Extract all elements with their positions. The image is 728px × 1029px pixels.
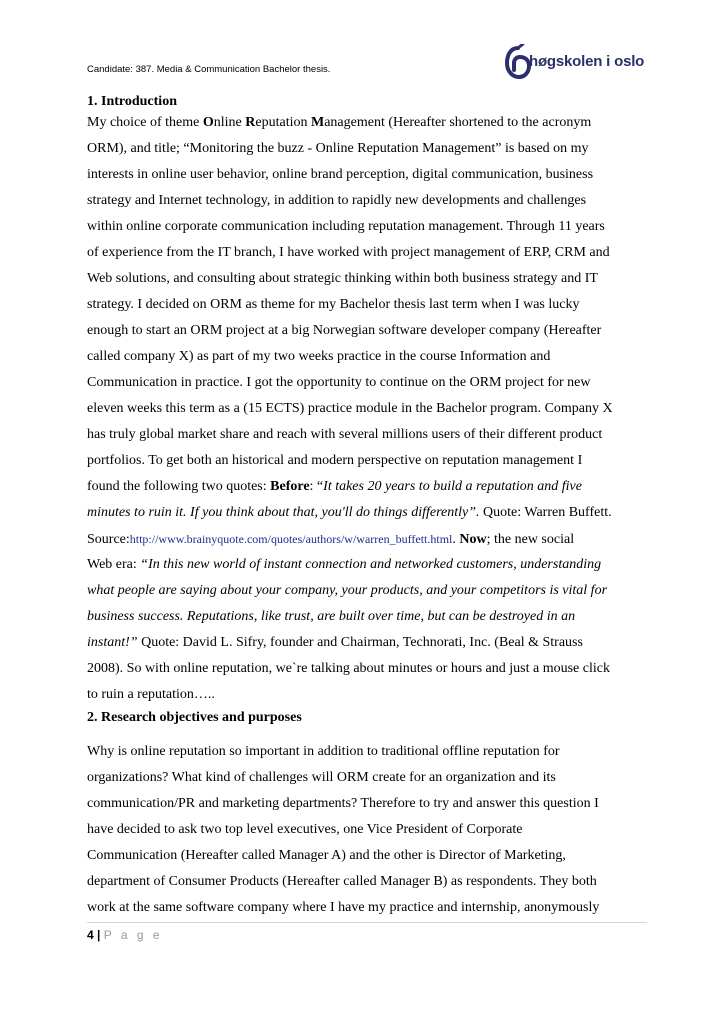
paragraph-line: Web era: “In this new world of instant connection and networked customers, understanding [87,557,602,572]
logo-mark-icon [505,44,531,80]
source-link[interactable]: http://www.brainyquote.com/quotes/authors/w/warren_buffett.html [129,532,453,546]
paragraph-line: has truly global market share and reach with several millions users of their different product [87,427,603,442]
page-number: 4 [87,928,94,942]
paragraph-line: minutes to ruin it. If you think about that, you'll do things differently”. Quote: Warren Buffett. [87,505,612,520]
paragraph-line: have decided to ask two top level executives, one Vice President of Corporate [87,822,523,837]
logo-text: høgskolen i oslo [529,53,645,70]
paragraph-line: eleven weeks this term as a (15 ECTS) practice module in the Bachelor program. Company X [87,401,613,416]
paragraph-line: portfolios. To get both an historical and modern perspective on reputation management I [87,453,583,468]
paragraph-line: of experience from the IT branch, I have worked with project management of ERP, CRM and [87,245,610,260]
paragraph-line: strategy and Internet technology, in addition to rapidly new developments and challenges [87,193,587,208]
section-heading-introduction: 1. Introduction [87,94,177,109]
section-heading-research-objectives: 2. Research objectives and purposes [87,710,302,725]
paragraph-line: to ruin a reputation….. [87,687,215,702]
paragraph-line: Communication in practice. I got the opportunity to continue on the ORM project for new [87,375,591,390]
paragraph-line: what people are saying about your company, your products, and your competitors is vital for [87,583,608,598]
paragraph-line: business success. Reputations, like trust, are built over time, but can be destroyed in an [87,609,576,624]
page-footer: 4 | P a g e [87,928,163,942]
footer-divider [87,922,647,923]
paragraph-line: found the following two quotes: Before: “It takes 20 years to build a reputation and five [87,479,582,494]
paragraph-line: My choice of theme Online Reputation Management (Hereafter shortened to the acronym [87,115,592,130]
paragraph-line: enough to start an ORM project at a big Norwegian software developer company (Hereafter [87,323,602,338]
paragraph-line: Communication (Hereafter called Manager A) and the other is Director of Marketing, [87,848,566,863]
paragraph-line: department of Consumer Products (Hereafter called Manager B) as respondents. They both [87,874,597,889]
paragraph-line: 2008). So with online reputation, we`re talking about minutes or hours and just a mouse click [87,661,610,676]
university-logo [505,42,655,82]
paragraph-line: called company X) as part of my two weeks practice in the course Information and [87,349,551,364]
paragraph-line: work at the same software company where I have my practice and internship, anonymously [87,900,600,915]
paragraph-line: Web solutions, and consulting about strategic thinking within both business strategy and IT [87,271,598,286]
paragraph-line: within online corporate communication including reputation management. Through 11 years [87,219,605,234]
paragraph-line: strategy. I decided on ORM as theme for my Bachelor thesis last term when I was lucky [87,297,580,312]
paragraph-line: communication/PR and marketing departments? Therefore to try and answer this question I [87,796,599,811]
paragraph-line: instant!” Quote: David L. Sifry, founder and Chairman, Technorati, Inc. (Beal & Strauss [87,635,583,650]
page-label: P a g e [103,928,163,942]
paragraph-line: Source:http://www.brainyquote.com/quotes/authors/w/warren_buffett.html. Now; the new social [87,532,575,547]
paragraph-line: Why is online reputation so important in addition to traditional offline reputation for [87,744,560,759]
running-header: Candidate: 387. Media & Communication Bachelor thesis. [87,64,331,75]
paragraph-line: organizations? What kind of challenges will ORM create for an organization and its [87,770,556,785]
paragraph-line: interests in online user behavior, online brand perception, digital communication, business [87,167,594,182]
paragraph-line: ORM), and title; “Monitoring the buzz - Online Reputation Management” is based on my [87,141,589,156]
